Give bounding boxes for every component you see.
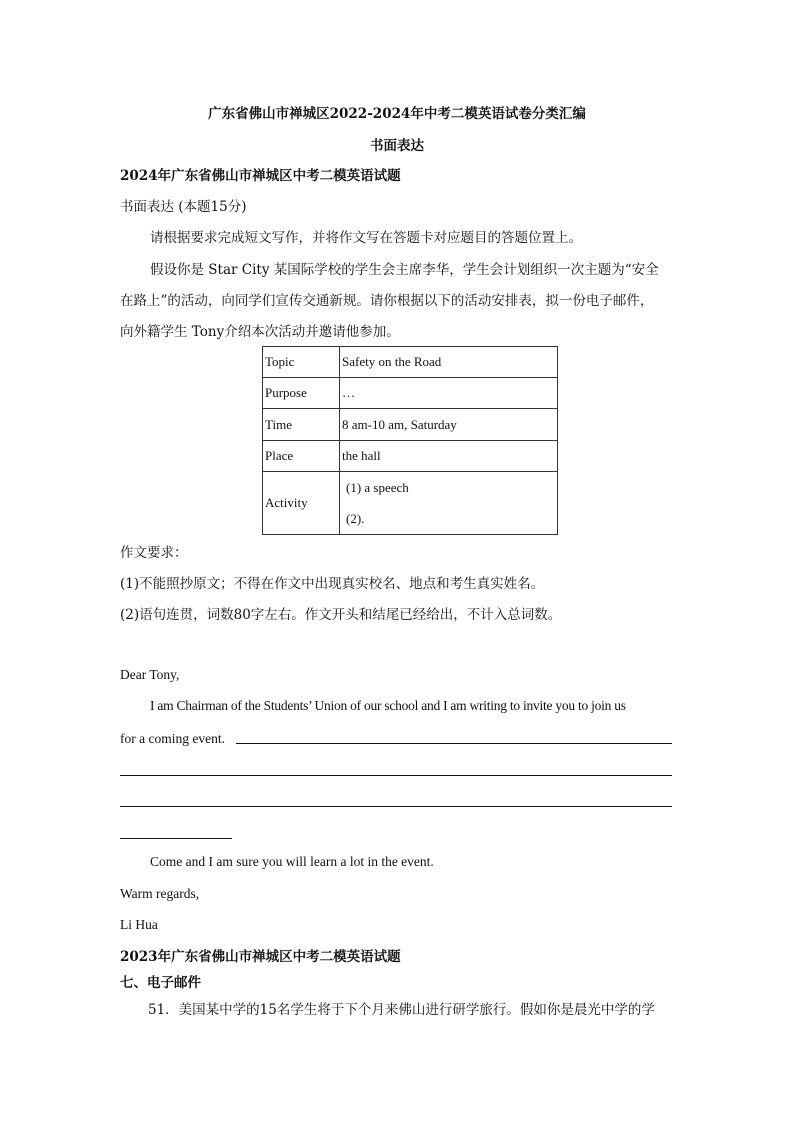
table-row [263, 347, 558, 378]
prompt-line-2: 在路上”的活动，向同学们宣传交通新规。请你根据以下的活动安排表，拟一份电子邮件， [120, 293, 654, 309]
answer-line [120, 775, 672, 776]
task-label: 书面表达 (本题15分) [120, 199, 247, 215]
letter-salutation: Dear Tony, [120, 667, 180, 682]
table-cell-label: Activity [263, 472, 340, 535]
table-cell-value: the hall [340, 441, 558, 472]
instruction: 请根据要求完成短文写作，并将作文写在答题卡对应题目的答题位置上。 [150, 230, 582, 246]
table-cell-value: 8 am-10 am, Saturday [340, 409, 558, 441]
table-cell-label: Topic [263, 347, 340, 378]
section-2024-heading: 2024年广东省佛山市禅城区中考二模英语试题 [120, 168, 401, 184]
prompt-line-1: 假设你是 Star City 某国际学校的学生会主席李华，学生会计划组织一次主题为“安全 [150, 262, 659, 278]
table-row [263, 441, 558, 472]
activity-item-1: (1) a speech [346, 480, 409, 495]
answer-line [120, 806, 672, 807]
answer-line [120, 838, 232, 839]
question-51: 51．美国某中学的15名学生将于下个月来佛山进行研学旅行。假如你是晨光中学的学 [148, 1002, 655, 1018]
letter-opening-line-2: for a coming event. [120, 731, 225, 746]
activity-item-2: (2). [346, 511, 365, 526]
table-row [263, 472, 558, 535]
table-row [263, 409, 558, 441]
sub-title: 书面表达 [370, 138, 424, 154]
activity-table [262, 346, 558, 535]
section-2023-heading: 2023年广东省佛山市禅城区中考二模英语试题 [120, 949, 401, 965]
table-cell-label: Time [263, 409, 340, 441]
letter-signature: Li Hua [120, 917, 158, 932]
table-cell-label: Purpose [263, 378, 340, 409]
prompt-line-3: 向外籍学生 Tony介绍本次活动并邀请他参加。 [120, 324, 400, 340]
table-cell-value [340, 472, 558, 535]
table-cell-label: Place [263, 441, 340, 472]
answer-line [236, 743, 672, 744]
main-title: 广东省佛山市禅城区2022-2024年中考二模英语试卷分类汇编 [208, 106, 586, 122]
letter-signoff: Warm regards, [120, 886, 200, 901]
table-cell-value: … [340, 378, 558, 409]
table-cell-value: Safety on the Road [340, 347, 558, 378]
part-heading: 七、电子邮件 [120, 975, 201, 991]
requirement-1: (1)不能照抄原文；不得在作文中出现真实校名、地点和考生真实姓名。 [120, 576, 545, 592]
letter-closing: Come and I am sure you will learn a lot in the event. [150, 854, 434, 869]
table-row [263, 378, 558, 409]
letter-opening-line-1: I am Chairman of the Students’ Union of our school and I am writing to invite you to join us [150, 698, 626, 713]
requirements-heading: 作文要求： [120, 545, 188, 561]
requirement-2: (2)语句连贯，词数80字左右。作文开头和结尾已经给出，不计入总词数。 [120, 607, 562, 623]
